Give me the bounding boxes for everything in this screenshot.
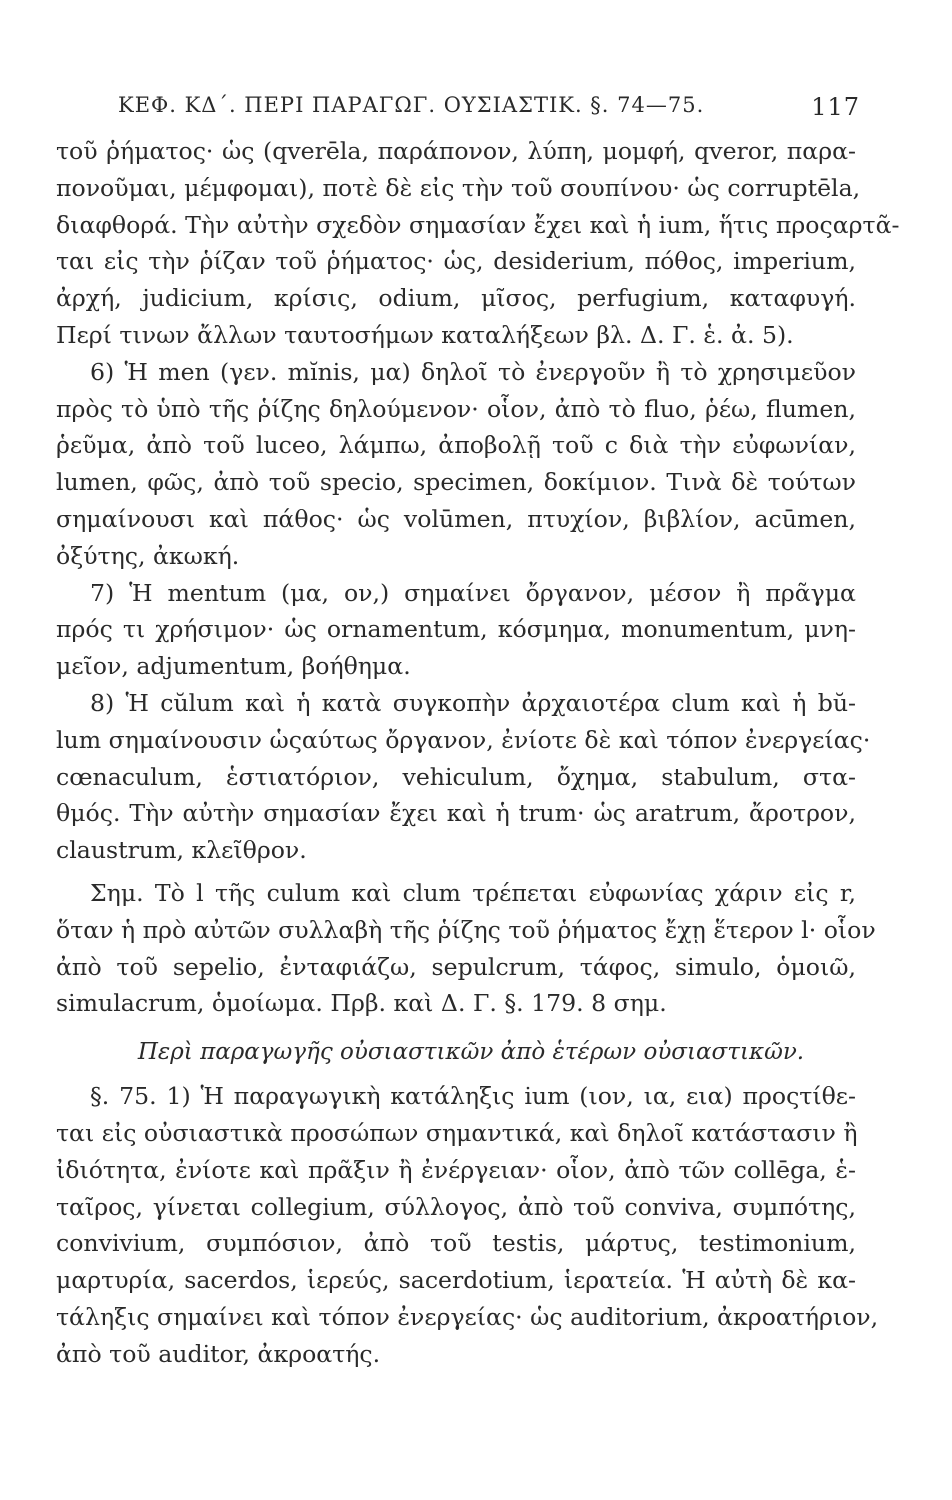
text-line: ὀξύτης, ἀκωκή.: [56, 541, 240, 570]
paragraph-continuation: [56, 133, 900, 354]
paragraph-75: [56, 1078, 879, 1372]
running-head: [56, 93, 860, 133]
text-line: Περί τινων ἄλλων ταυτοσήμων καταλήξεων βλ. Δ. Γ. ἑ. ἀ. 5).: [56, 320, 794, 349]
book-page: [56, 93, 900, 1373]
text-line: ται εἰς οὐσιαστικὰ προσώπων σημαντικά, καὶ δηλοῖ κατάστασιν ἢ: [56, 1118, 858, 1147]
text-line: τάληξις σημαίνει καὶ τόπον ἐνεργείας· ὡς auditorium, ἀκροατήριον,: [56, 1302, 879, 1331]
text-line: θμός. Τὴν αὐτὴν σημασίαν ἔχει καὶ ἡ trum· ὡς aratrum, ἄροτρον,: [56, 799, 856, 828]
paragraph-6-men: [56, 354, 856, 575]
text-line: ταῖρος, γίνεται collegium, σύλλογος, ἀπὸ τοῦ conviva, συμπότης,: [56, 1192, 856, 1221]
text-line: claustrum, κλεῖθρον.: [56, 836, 307, 865]
running-head-title: ΚΕΦ. ΚΔ΄. ΠΕΡΙ ΠΑΡΑΓΩΓ. ΟΥΣΙΑΣΤΙΚ. §. 74—75.: [118, 93, 705, 117]
text-line: πονοῦμαι, μέμφομαι), ποτὲ δὲ εἰς τὴν τοῦ σουπίνου· ὡς corruptēla,: [56, 173, 861, 202]
page-body: [56, 133, 900, 1373]
text-line: lumen, φῶς, ἀπὸ τοῦ specio, specimen, δοκίμιον. Τινὰ δὲ τούτων: [56, 468, 856, 497]
text-line: ἰδιότητα, ἐνίοτε καὶ πρᾶξιν ἢ ἐνέργειαν· οἷον, ἀπὸ τῶν collēga, ἑ-: [56, 1155, 856, 1184]
text-line: convivium, συμπόσιον, ἀπὸ τοῦ testis, μάρτυς, testimonium,: [56, 1229, 856, 1258]
text-line: Σημ. Τὸ l τῆς culum καὶ clum τρέπεται εὐφωνίας χάριν εἰς r,: [90, 878, 856, 907]
paragraph-7-mentum: [56, 575, 856, 685]
text-line: μεῖον, adjumentum, βοήθημα.: [56, 652, 411, 681]
text-line: τοῦ ῥήματος· ὡς (qverēla, παράπονον, λύπη, μομφή, qveror, παρα-: [56, 137, 856, 165]
text-line: ἀπὸ τοῦ sepelio, ἐνταφιάζω, sepulcrum, τάφος, simulo, ὁμοιῶ,: [56, 952, 856, 981]
text-line: 8) Ἡ cŭlum καὶ ἡ κατὰ συγκοπὴν ἀρχαιοτέρα clum καὶ ἡ bŭ-: [90, 688, 856, 717]
text-line: ῥεῦμα, ἀπὸ τοῦ luceo, λάμπω, ἀποβολῇ τοῦ c διὰ τὴν εὐφωνίαν,: [56, 431, 856, 460]
text-line: §. 75. 1) Ἡ παραγωγικὴ κατάληξις ium (ιον, ια, εια) προςτίθε-: [90, 1082, 856, 1111]
text-line: 7) Ἡ mentum (μα, ον,) σημαίνει ὄργανον, μέσον ἢ πρᾶγμα: [90, 578, 856, 607]
text-line: cœnaculum, ἑστιατόριον, vehiculum, ὄχημα, stabulum, στα-: [56, 762, 856, 791]
page-number: 117: [811, 93, 860, 121]
text-line: ὅταν ἡ πρὸ αὐτῶν συλλαβὴ τῆς ῥίζης τοῦ ῥήματος ἔχῃ ἕτερον l· οἷον: [56, 915, 876, 944]
text-line: simulacrum, ὁμοίωμα. Πρβ. καὶ Δ. Γ. §. 179. 8 σημ.: [56, 989, 667, 1018]
text-line: ἀρχή, judicium, κρίσις, odium, μῖσος, perfugium, καταφυγή.: [56, 284, 856, 313]
text-line: πρός τι χρήσιμον· ὡς ornamentum, κόσμημα, monumentum, μνη-: [56, 615, 856, 644]
note-paragraph: [56, 875, 876, 1022]
section-subheading: Περὶ παραγωγῆς οὐσιαστικῶν ἀπὸ ἑτέρων οὐσιαστικῶν.: [137, 1039, 805, 1066]
text-line: lum σημαίνουσιν ὡςαύτως ὄργανον, ἐνίοτε δὲ καὶ τόπον ἐνεργείας·: [56, 725, 871, 754]
text-line: μαρτυρία, sacerdos, ἱερεύς, sacerdotium, ἱερατεία. Ἡ αὐτὴ δὲ κα-: [56, 1266, 856, 1295]
text-line: ἀπὸ τοῦ auditor, ἀκροατής.: [56, 1339, 381, 1368]
text-line: διαφθορά. Τὴν αὐτὴν σχεδὸν σημασίαν ἔχει καὶ ἡ ium, ἥτις προςαρτᾶ-: [56, 210, 900, 239]
text-line: σημαίνουσι καὶ πάθος· ὡς volūmen, πτυχίον, βιβλίον, acūmen,: [56, 504, 856, 533]
text-line: 6) Ἡ men (γεν. mĭnis, μα) δηλοῖ τὸ ἐνεργοῦν ἢ τὸ χρησιμεῦον: [90, 357, 856, 386]
paragraph-8-culum: [56, 685, 871, 869]
text-line: πρὸς τὸ ὑπὸ τῆς ῥίζης δηλούμενον· οἷον, ἀπὸ τὸ fluo, ῥέω, flumen,: [56, 394, 856, 423]
text-line: ται εἰς τὴν ῥίζαν τοῦ ῥήματος· ὡς, desiderium, πόθος, imperium,: [56, 247, 856, 276]
